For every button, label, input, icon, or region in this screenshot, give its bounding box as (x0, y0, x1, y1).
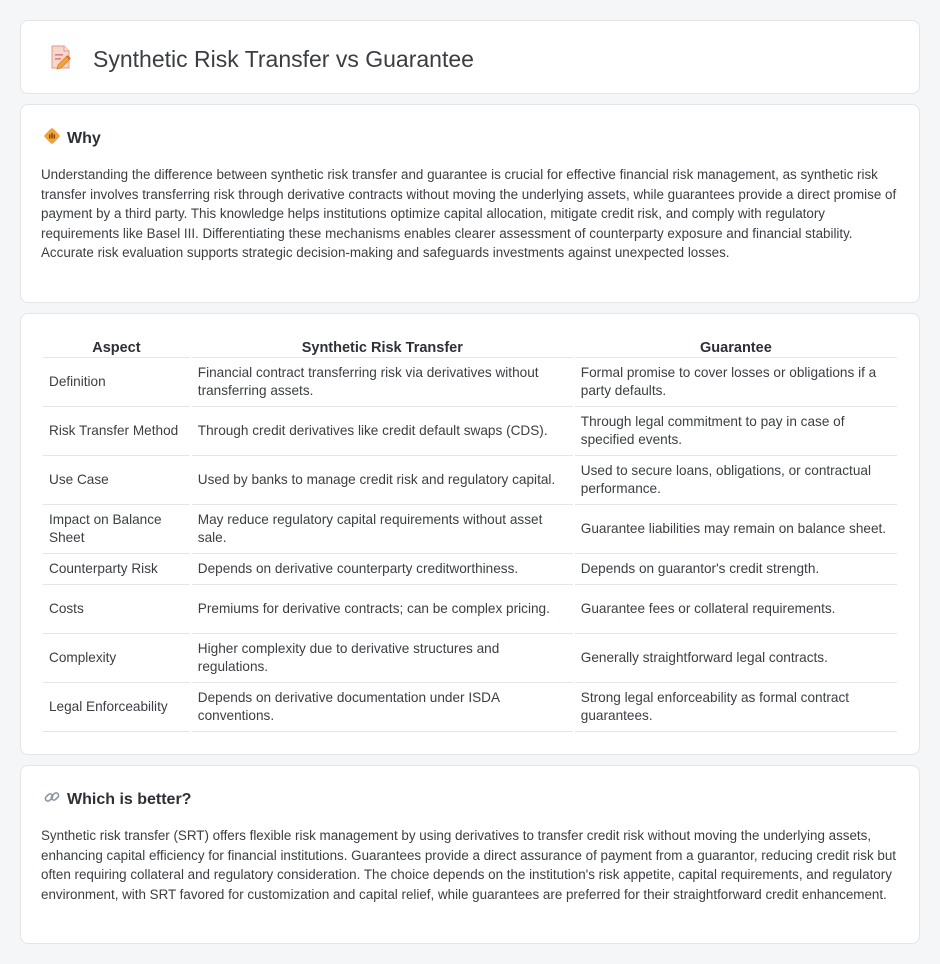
comparison-card (20, 313, 920, 755)
why-title: Why (67, 129, 101, 147)
better-title: Which is better? (67, 790, 192, 808)
row-synthetic: Depends on derivative counterparty creditworthiness. (192, 554, 573, 585)
comparison-table (41, 336, 899, 732)
row-aspect: Legal Enforceability (43, 683, 190, 732)
header-guarantee: Guarantee (575, 336, 897, 358)
document-edit-icon (47, 43, 93, 76)
row-aspect: Impact on Balance Sheet (43, 505, 190, 554)
title-row (47, 43, 474, 76)
row-aspect: Counterparty Risk (43, 554, 190, 585)
header-card (20, 20, 920, 94)
row-synthetic: May reduce regulatory capital requirements without asset sale. (192, 505, 573, 554)
page-title: Synthetic Risk Transfer vs Guarantee (93, 46, 474, 72)
why-body: Understanding the difference between synthetic risk transfer and guarantee is crucial for effective financial risk management, as synthetic risk transfer involves transferring risk through derivative contracts without moving the underlying assets, while guarantees provide a direct promise of payment by a third party. This knowledge helps institutions optimize capital allocation, mitigate credit risk, and comply with regulatory requirements like Basel III. Differentiating these mechanisms enables clearer assessment of counterparty exposure and financial stability. Accurate risk evaluation supports strategic decision-making and safeguards investments against unexpected losses. (41, 167, 897, 261)
row-synthetic: Used by banks to manage credit risk and regulatory capital. (192, 456, 573, 505)
table-row (43, 358, 897, 407)
table-header-row (43, 336, 897, 358)
better-body: Synthetic risk transfer (SRT) offers flexible risk management by using derivatives to transfer credit risk without moving the underlying assets, enhancing capital efficiency for financial institutions. Guarantees provide a direct assurance of payment from a guarantor, reducing credit risk but often requiring collateral and regulatory consideration. The choice depends on the institution's risk appetite, capital requirements, and regulatory environment, with SRT favored for customization and capital relief, while guarantees are preferred for their straightforward credit enhancement. (41, 828, 896, 902)
table-row (43, 585, 897, 634)
table-row (43, 456, 897, 505)
row-guarantee: Through legal commitment to pay in case of specified events. (575, 407, 897, 456)
row-guarantee: Guarantee fees or collateral requirements. (575, 585, 897, 634)
row-synthetic: Through credit derivatives like credit default swaps (CDS). (192, 407, 573, 456)
link-icon (43, 788, 67, 811)
row-synthetic: Higher complexity due to derivative structures and regulations. (192, 634, 573, 683)
table-row (43, 554, 897, 585)
row-aspect: Use Case (43, 456, 190, 505)
row-aspect: Definition (43, 358, 190, 407)
row-guarantee: Formal promise to cover losses or obligations if a party defaults. (575, 358, 897, 407)
header-aspect: Aspect (43, 336, 190, 358)
row-synthetic: Premiums for derivative contracts; can be complex pricing. (192, 585, 573, 634)
row-guarantee: Generally straightforward legal contracts. (575, 634, 897, 683)
diamond-signal-icon (43, 127, 67, 150)
row-synthetic: Financial contract transferring risk via derivatives without transferring assets. (192, 358, 573, 407)
table-row (43, 407, 897, 456)
table-row (43, 505, 897, 554)
row-aspect: Complexity (43, 634, 190, 683)
which-is-better-card (20, 765, 920, 944)
table-row (43, 634, 897, 683)
header-synthetic-risk-transfer: Synthetic Risk Transfer (192, 336, 573, 358)
row-aspect: Costs (43, 585, 190, 634)
row-guarantee: Depends on guarantor's credit strength. (575, 554, 897, 585)
row-guarantee: Used to secure loans, obligations, or contractual performance. (575, 456, 897, 505)
why-heading (43, 127, 101, 150)
row-aspect: Risk Transfer Method (43, 407, 190, 456)
better-heading (43, 788, 191, 811)
row-synthetic: Depends on derivative documentation under ISDA conventions. (192, 683, 573, 732)
row-guarantee: Guarantee liabilities may remain on balance sheet. (575, 505, 897, 554)
why-card (20, 104, 920, 303)
table-row (43, 683, 897, 732)
row-guarantee: Strong legal enforceability as formal contract guarantees. (575, 683, 897, 732)
